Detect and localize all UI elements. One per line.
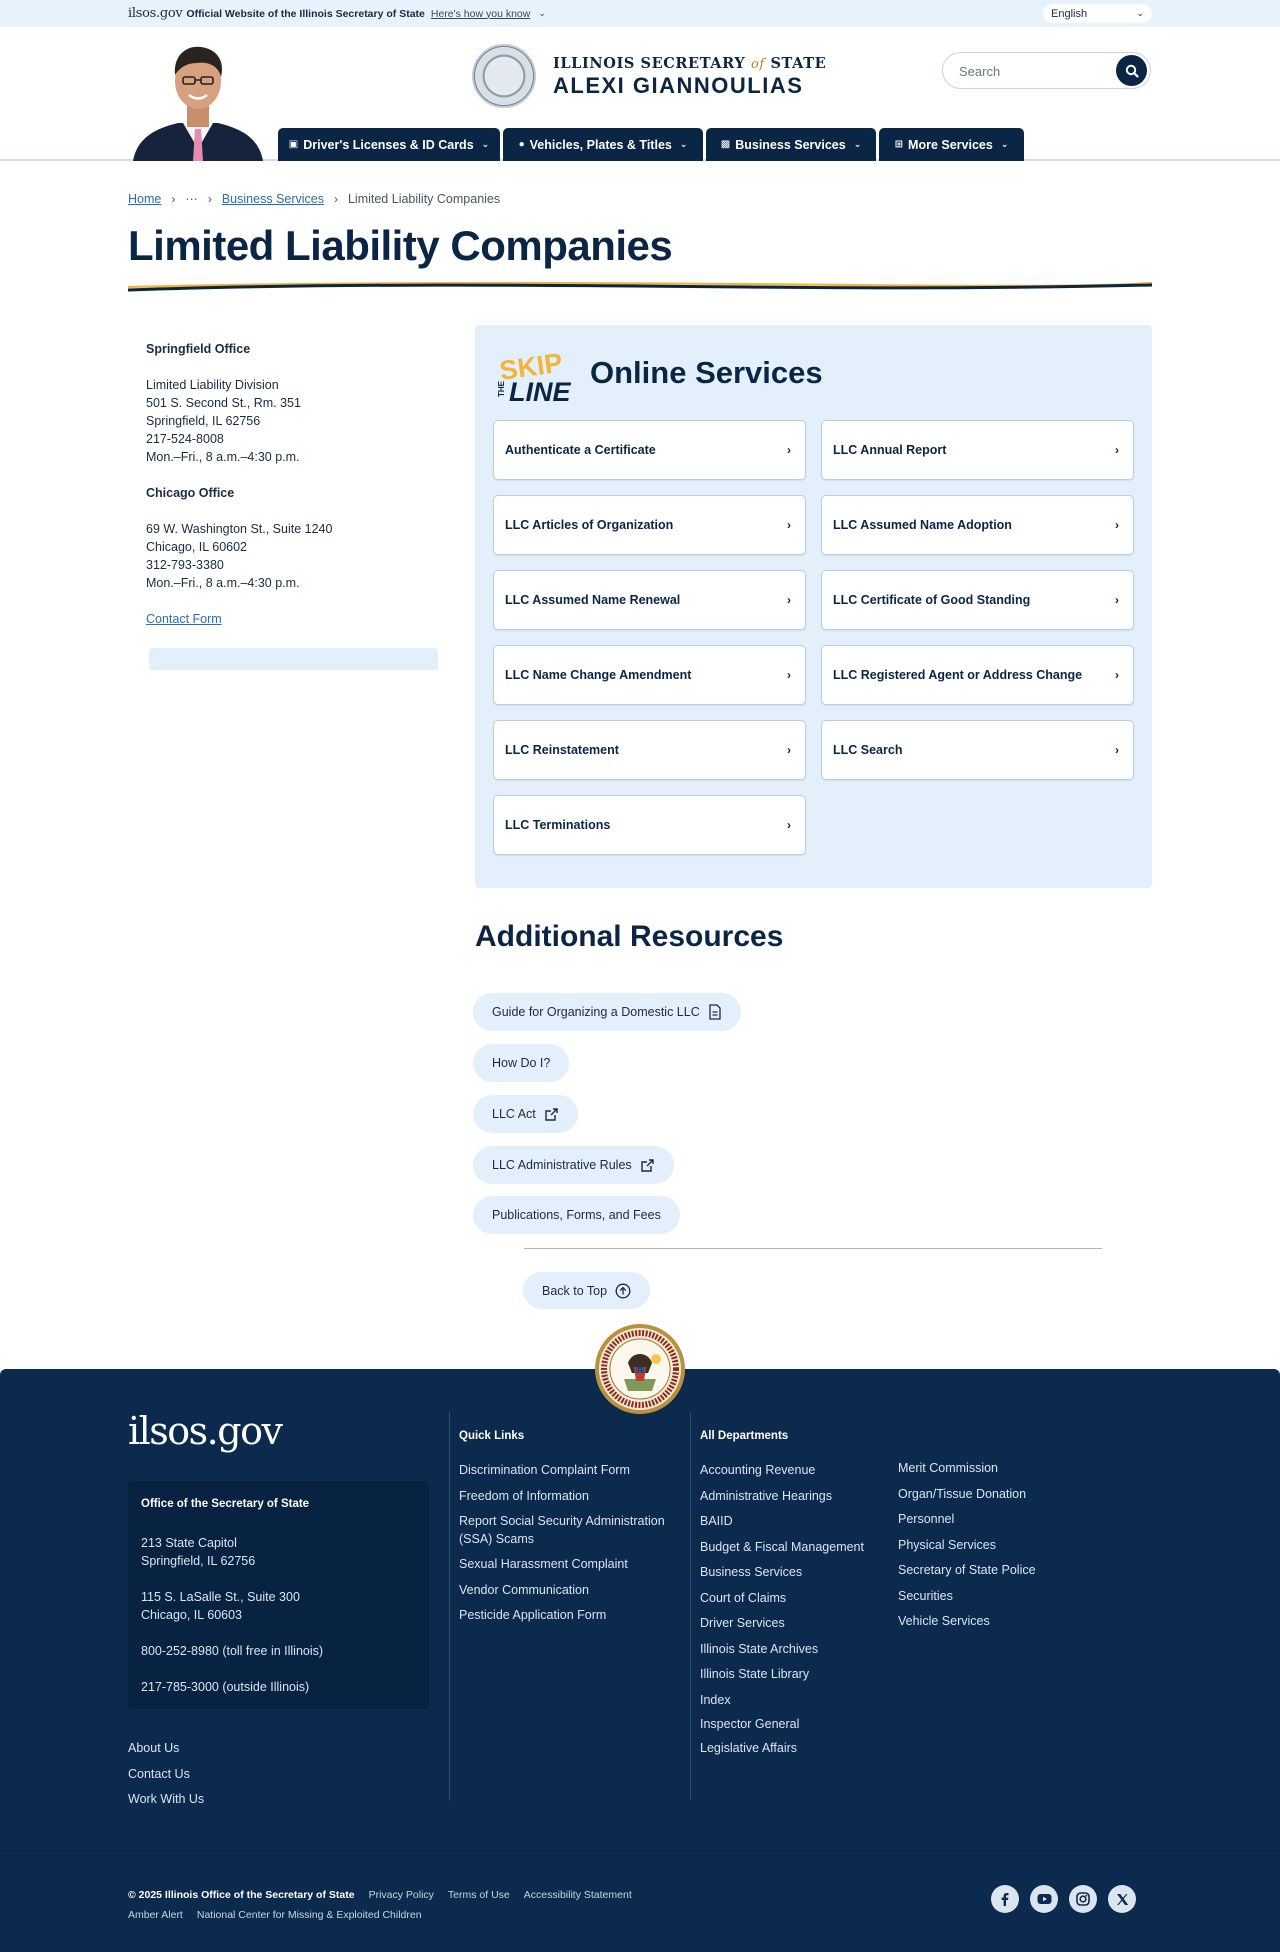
department-link[interactable]: Organ/Tissue Donation [898,1486,1027,1501]
official-text: Official Website of the Illinois Secretary of State [186,7,425,20]
chevron-right-icon: › [787,518,791,532]
banner-logo: ilsos.gov [128,6,183,21]
department-link[interactable]: Vehicle Services [898,1614,990,1628]
resource-label: How Do I? [492,1056,551,1070]
footer-logo[interactable]: ilsos.gov [128,1409,282,1453]
departments-list-1 [700,1461,864,1764]
about-us-link[interactable]: About Us [128,1741,180,1755]
footer-divider [449,1412,450,1801]
service-label: LLC Articles of Organization [505,518,674,532]
breadcrumb-current: Limited Liability Companies [347,192,501,206]
resource-label: LLC Act [492,1107,536,1121]
illinois-state-seal [594,1323,686,1415]
quick-link[interactable]: Sexual Harassment Complaint [459,1557,628,1571]
chevron-right-icon: › [787,593,791,607]
department-link[interactable]: Securities [898,1588,953,1603]
quick-link[interactable]: Discrimination Complaint Form [459,1463,630,1477]
state-seal-logo[interactable] [472,44,536,108]
contact-form-link[interactable]: Contact Form [146,612,222,626]
secretary-portrait [133,39,263,161]
office-info-sidebar [146,340,436,628]
breadcrumb [128,192,500,206]
springfield-address: 213 State Capitol Springfield, IL 62756 [141,1536,256,1568]
department-link[interactable]: Court of Claims [700,1590,787,1605]
online-services-panel [475,325,1152,888]
breadcrumb-business-services[interactable]: Business Services [221,192,324,206]
sidebar-box [149,648,438,670]
youtube-icon[interactable] [1030,1885,1058,1913]
service-label: LLC Name Change Amendment [505,668,692,682]
nav-label: Business Services [735,137,846,152]
department-link[interactable]: Secretary of State Police [898,1563,1036,1577]
nav-vehicles[interactable] [503,128,703,161]
department-link[interactable]: BAIID [700,1514,733,1528]
department-link[interactable]: Personnel [898,1512,955,1526]
department-link[interactable]: Merit Commission [898,1461,999,1475]
accessibility-statement-link[interactable]: Accessibility Statement [523,1889,632,1901]
resource-llc-administrative-rules[interactable] [473,1146,674,1184]
chevron-right-icon: › [787,443,791,457]
quick-link[interactable]: Vendor Communication [459,1582,589,1597]
chicago-address: 115 S. LaSalle St., Suite 300 Chicago, IL 60603 [141,1590,300,1622]
how-you-know-link[interactable]: Here's how you know [430,7,531,20]
legal-links [128,1889,632,1901]
service-llc-annual-report[interactable] [821,420,1134,480]
grid-icon: ⊞ [894,139,904,150]
language-select[interactable] [1043,4,1152,23]
service-llc-registered-agent[interactable] [821,645,1134,705]
service-label: Authenticate a Certificate [505,443,656,457]
arrow-up-circle-icon [615,1283,631,1299]
nav-business-services[interactable] [706,128,876,161]
service-label: LLC Assumed Name Adoption [833,518,1012,532]
additional-resources-title: Additional Resources [475,920,784,953]
briefcase-icon: ▩ [720,139,731,150]
x-twitter-icon[interactable] [1108,1885,1136,1913]
contact-us-link[interactable]: Contact Us [128,1766,190,1781]
springfield-office-title: Springfield Office [146,342,251,356]
department-link[interactable]: Illinois State Library [700,1667,810,1681]
facebook-icon[interactable] [991,1885,1019,1913]
springfield-office-address: Limited Liability Division 501 S. Second St., Rm. 351 Springfield, IL 62756 217-524-8008 Mon.–Fri., 8 a.m.–4:30 p.m. [146,378,301,464]
service-label: LLC Assumed Name Renewal [505,593,681,607]
service-label: LLC Certificate of Good Standing [833,593,1031,607]
service-label: LLC Terminations [505,818,611,832]
service-label: LLC Reinstatement [505,743,619,757]
department-link[interactable]: Administrative Hearings [700,1488,832,1503]
search-button[interactable] [1116,55,1147,86]
nav-more-services[interactable] [879,128,1024,161]
terms-of-use-link[interactable]: Terms of Use [447,1889,510,1901]
departments-list-2 [898,1459,1036,1638]
resource-label: LLC Administrative Rules [492,1158,632,1172]
title-wave-divider [128,279,1152,299]
nav-label: More Services [908,137,993,152]
service-llc-articles[interactable] [493,495,806,555]
chevron-down-icon: ⌄ [853,139,862,149]
chevron-right-icon: › [171,192,176,206]
instagram-icon[interactable] [1069,1885,1097,1913]
department-link[interactable]: Accounting Revenue [700,1463,816,1477]
service-llc-assumed-name-adoption[interactable] [821,495,1134,555]
department-link[interactable]: Physical Services [898,1537,996,1552]
svg-text:SKIP: SKIP [497,347,565,386]
footer-about-links [128,1736,204,1813]
chevron-right-icon: › [787,668,791,682]
service-llc-good-standing[interactable] [821,570,1134,630]
divider [524,1248,1102,1249]
chevron-right-icon: › [1115,443,1119,457]
id-card-icon: ▣ [288,139,299,150]
search-box [942,52,1151,89]
skip-the-line-logo [496,345,576,403]
department-link[interactable]: Business Services [700,1565,803,1579]
external-link-icon [544,1107,559,1122]
service-label: LLC Registered Agent or Address Change [833,668,1083,682]
sub-footer-divider [0,1850,1280,1851]
social-links [991,1885,1136,1913]
office-contact-card [128,1481,429,1709]
language-value: English [1051,7,1088,20]
site-brand[interactable] [553,55,826,99]
department-link[interactable]: Driver Services [700,1616,785,1630]
resource-guide-domestic-llc[interactable] [473,993,741,1031]
privacy-policy-link[interactable]: Privacy Policy [368,1889,434,1901]
nav-drivers-licenses[interactable] [278,128,500,161]
resource-llc-act[interactable] [473,1095,578,1133]
page-title: Limited Liability Companies [128,222,673,269]
chevron-down-icon: ⌄ [1000,139,1009,149]
ncmec-link[interactable]: National Center for Missing & Exploited Children [196,1909,422,1921]
chevron-down-icon: ⌄ [679,139,688,149]
search-icon [1125,64,1139,78]
chevron-right-icon: › [787,818,791,832]
main-nav [278,128,1024,161]
nav-label: Vehicles, Plates & Titles [529,137,672,152]
phone-toll-free: 800-252-8980 (toll free in Illinois) [141,1644,324,1658]
chevron-down-icon[interactable]: ⌄ [538,8,546,18]
quick-links-title: Quick Links [459,1430,525,1442]
department-link[interactable]: Index [700,1692,731,1707]
chevron-right-icon: › [1115,593,1119,607]
service-llc-reinstatement[interactable] [493,720,806,780]
service-authenticate-certificate[interactable] [493,420,806,480]
quick-link[interactable]: Pesticide Application Form [459,1608,607,1622]
service-label: LLC Annual Report [833,443,947,457]
chevron-right-icon: › [787,743,791,757]
svg-text:THE: THE [497,381,506,397]
footer-divider [690,1412,691,1801]
resource-label: Publications, Forms, and Fees [492,1208,661,1222]
department-link[interactable]: Inspector General [700,1716,800,1731]
service-llc-terminations[interactable] [493,795,806,855]
chicago-office-address: 69 W. Washington St., Suite 1240 Chicago, IL 60602 312-793-3380 Mon.–Fri., 8 a.m.–4:30 p.m. [146,522,333,590]
resource-publications-forms-fees[interactable] [473,1196,680,1234]
chevron-right-icon: › [1115,668,1119,682]
service-label: LLC Search [833,743,903,757]
site-footer [0,1369,1280,1850]
quick-link[interactable]: Freedom of Information [459,1488,589,1503]
office-card-title: Office of the Secretary of State [141,1498,310,1510]
brand-name: ALEXI GIANNOULIAS [553,73,804,98]
service-llc-name-change[interactable] [493,645,806,705]
search-input[interactable] [959,61,1089,81]
car-icon: ● [518,139,525,150]
quick-link[interactable]: Report Social Security Administration (SSA) Scams [459,1514,665,1546]
brand-title: ILLINOIS SECRETARY of STATE [553,55,827,72]
copyright: © 2025 Illinois Office of the Secretary of State [128,1889,355,1901]
chevron-right-icon: › [1115,743,1119,757]
chevron-down-icon: ⌄ [481,139,490,149]
back-to-top-button[interactable] [523,1272,650,1309]
phone-outside: 217-785-3000 (outside Illinois) [141,1680,310,1694]
service-llc-assumed-name-renewal[interactable] [493,570,806,630]
service-llc-search[interactable] [821,720,1134,780]
department-link[interactable]: Budget & Fiscal Management [700,1539,864,1554]
chevron-down-icon: ⌄ [1136,8,1144,18]
work-with-us-link[interactable]: Work With Us [128,1792,205,1806]
nav-label: Driver's Licenses & ID Cards [303,137,474,152]
amber-alert-link[interactable]: Amber Alert [128,1909,183,1921]
chevron-right-icon: › [1115,518,1119,532]
all-departments-title: All Departments [700,1430,789,1442]
chevron-right-icon: › [333,192,338,206]
department-link[interactable]: Illinois State Archives [700,1641,819,1656]
department-link[interactable]: Legislative Affairs [700,1740,798,1755]
resource-label: Guide for Organizing a Domestic LLC [492,1005,700,1019]
external-link-icon [640,1158,655,1173]
online-services-title: Online Services [590,355,823,390]
document-icon [708,1004,722,1020]
alert-links [128,1909,422,1921]
breadcrumb-ellipsis[interactable]: ··· [185,192,198,206]
resource-how-do-i[interactable] [473,1044,569,1082]
svg-text:LINE: LINE [509,377,571,403]
back-to-top-label: Back to Top [542,1283,608,1298]
breadcrumb-home[interactable]: Home [128,192,162,206]
chevron-right-icon: › [207,192,212,206]
quick-links-list [459,1461,679,1632]
official-banner [0,0,1280,27]
chicago-office-title: Chicago Office [146,486,235,500]
